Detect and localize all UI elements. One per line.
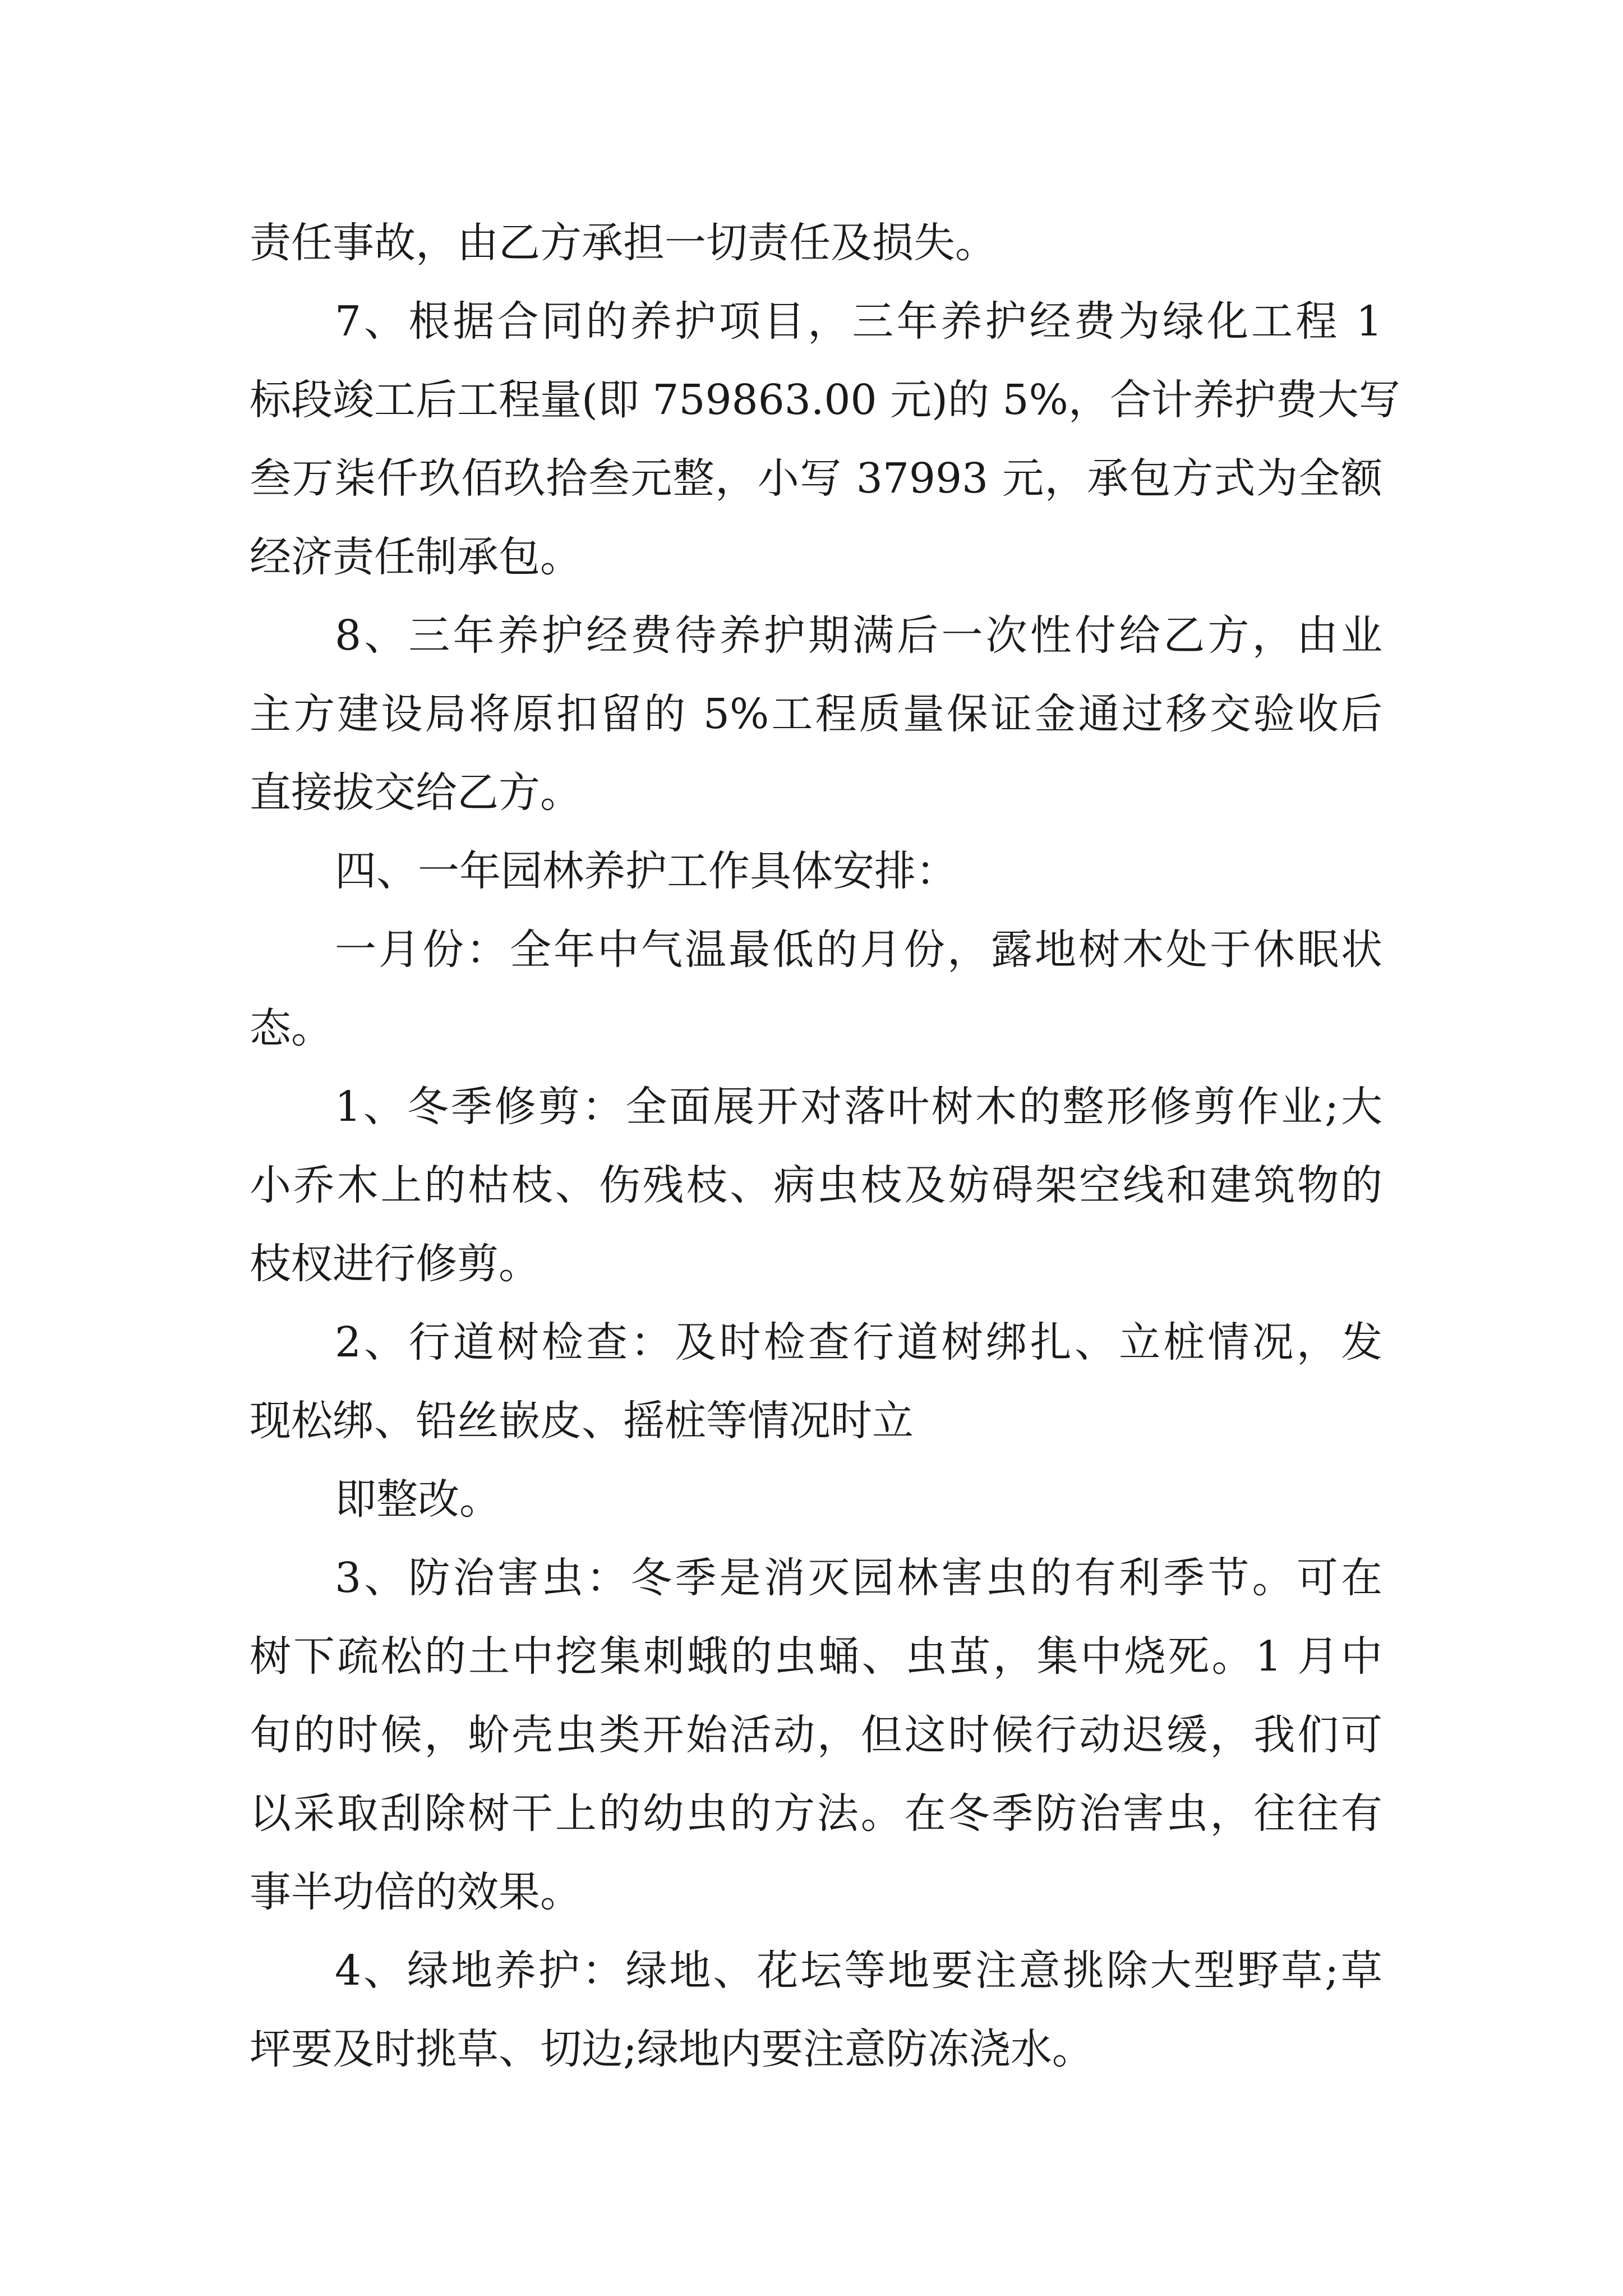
text-line: 一月份：全年中气温最低的月份，露地树木处于休眠状 bbox=[335, 926, 1382, 974]
text-line: 态。 bbox=[250, 1004, 333, 1052]
text-line: 主方建设局将原扣留的 5%工程质量保证金通过移交验收后 bbox=[250, 690, 1382, 738]
text-line: 2、行道树检查：及时检查行道树绑扎、立桩情况，发 bbox=[335, 1318, 1382, 1366]
text-line: 以采取刮除树干上的幼虫的方法。在冬季防治害虫，往往有 bbox=[250, 1789, 1382, 1838]
text-line: 1、冬季修剪：全面展开对落叶树木的整形修剪作业;大 bbox=[335, 1083, 1382, 1131]
section-heading: 四、一年园林养护工作具体安排： bbox=[335, 847, 957, 895]
text-line: 叁万柒仟玖佰玖拾叁元整，小写 37993 元，承包方式为全额 bbox=[250, 454, 1382, 503]
text-line: 坪要及时挑草、切边;绿地内要注意防冻浇水。 bbox=[250, 2025, 1094, 2073]
text-line: 标段竣工后工程量(即 759863.00 元)的 5%，合计养护费大写 bbox=[250, 376, 1400, 424]
text-line: 直接拔交给乙方。 bbox=[250, 769, 582, 817]
text-line: 枝杈进行修剪。 bbox=[250, 1240, 540, 1288]
text-line: 经济责任制承包。 bbox=[250, 533, 582, 581]
text-line: 3、防治害虫：冬季是消灭园林害虫的有利季节。可在 bbox=[335, 1554, 1382, 1602]
text-line: 即整改。 bbox=[335, 1475, 501, 1524]
text-line: 小乔木上的枯枝、伤残枝、病虫枝及妨碍架空线和建筑物的 bbox=[250, 1161, 1382, 1209]
text-line: 现松绑、铅丝嵌皮、摇桩等情况时立 bbox=[250, 1397, 914, 1445]
text-line: 树下疏松的土中挖集刺蛾的虫蛹、虫茧，集中烧死。1 月中 bbox=[250, 1632, 1382, 1681]
text-line: 事半功倍的效果。 bbox=[250, 1868, 582, 1916]
text-line: 4、绿地养护：绿地、花坛等地要注意挑除大型野草;草 bbox=[335, 1947, 1382, 1995]
text-line: 责任事故，由乙方承担一切责任及损失。 bbox=[250, 219, 997, 267]
text-line: 旬的时候，蚧壳虫类开始活动，但这时候行动迟缓，我们可 bbox=[250, 1711, 1382, 1759]
text-line: 7、根据合同的养护项目，三年养护经费为绿化工程 1 bbox=[335, 297, 1382, 346]
text-line: 8、三年养护经费待养护期满后一次性付给乙方，由业 bbox=[335, 611, 1382, 660]
